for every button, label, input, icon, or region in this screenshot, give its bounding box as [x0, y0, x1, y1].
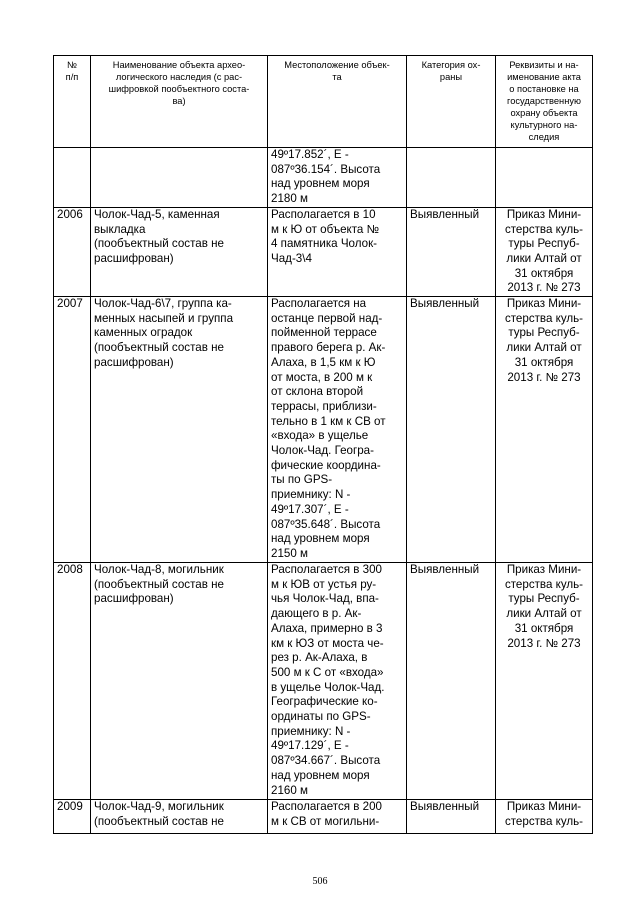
row-location: Располагается в 300 м к ЮВ от устья ру- чья Чолок-Чад, впа- дающего в р. Ак- Алаха, примерно в 3 км к ЮЗ от моста че- рез р. Ак-Алаха, в 500 м к С от «входа» в ущелье Чолок-Чад. Географические ко- ординаты по GPS- приемнику: N - 49º17.129´, Е - 087º34.667´. Высота над уровнем моря 2160 м: [268, 563, 407, 800]
table-header-row: [54, 56, 593, 148]
header-category: Категория ох- раны: [407, 56, 496, 148]
header-act: Реквизиты и на- именование акта о постановке на государственную охрану объекта культурного на- следия: [496, 56, 593, 148]
row-num: 2009: [54, 800, 91, 834]
row-category: Выявленный: [407, 800, 496, 834]
continuation-row: [54, 148, 593, 208]
cont-num: [54, 148, 91, 208]
row-act: Приказ Мини- стерства куль- туры Респуб- лики Алтай от 31 октября 2013 г. № 273: [496, 297, 593, 563]
cont-act: [496, 148, 593, 208]
row-act: Приказ Мини- стерства куль-: [496, 800, 593, 834]
row-num: 2008: [54, 563, 91, 800]
header-location: Местоположение объек- та: [268, 56, 407, 148]
header-num: № п/п: [54, 56, 91, 148]
cont-name: [91, 148, 268, 208]
row-category: Выявленный: [407, 207, 496, 296]
row-act: Приказ Мини- стерства куль- туры Респуб- лики Алтай от 31 октября 2013 г. № 273: [496, 563, 593, 800]
row-object-name: Чолок-Чад-9, могильник (пообъектный состав не: [91, 800, 268, 834]
heritage-registry-table: [53, 55, 593, 834]
row-num: 2006: [54, 207, 91, 296]
row-category: Выявленный: [407, 563, 496, 800]
row-object-name: Чолок-Чад-5, каменная выкладка (пообъектный состав не расшифрован): [91, 207, 268, 296]
row-object-name: Чолок-Чад-6\7, группа ка- менных насыпей и группа каменных оградок (пообъектный состав не расшифрован): [91, 297, 268, 563]
row-location: Располагается в 200 м к СВ от могильни-: [268, 800, 407, 834]
table-row: [54, 207, 593, 296]
table-row: [54, 800, 593, 834]
row-act: Приказ Мини- стерства куль- туры Респуб- лики Алтай от 31 октября 2013 г. № 273: [496, 207, 593, 296]
table-row: [54, 563, 593, 800]
row-location: Располагается в 10 м к Ю от объекта № 4 памятника Чолок- Чад-3\4: [268, 207, 407, 296]
table-row: [54, 297, 593, 563]
row-object-name: Чолок-Чад-8, могильник (пообъектный состав не расшифрован): [91, 563, 268, 800]
cont-location: 49º17.852´, Е - 087º36.154´. Высота над уровнем моря 2180 м: [268, 148, 407, 208]
row-category: Выявленный: [407, 297, 496, 563]
cont-category: [407, 148, 496, 208]
header-name: Наименование объекта архео- логического наследия (с рас- шифровкой пообъектного соста- ва): [91, 56, 268, 148]
row-location: Располагается на останце первой над- пойменной террасе правого берега р. Ак- Алаха, в 1,5 км к Ю от моста, в 200 м к от склона второй террасы, приблизи- тельно в 1 км к СВ от «входа» в ущелье Чолок-Чад. Геогра- фические координа- ты по GPS- приемнику: N - 49º17.307´, Е - 087º35.648´. Высота над уровнем моря 2150 м: [268, 297, 407, 563]
row-num: 2007: [54, 297, 91, 563]
page-number: 506: [312, 876, 328, 887]
